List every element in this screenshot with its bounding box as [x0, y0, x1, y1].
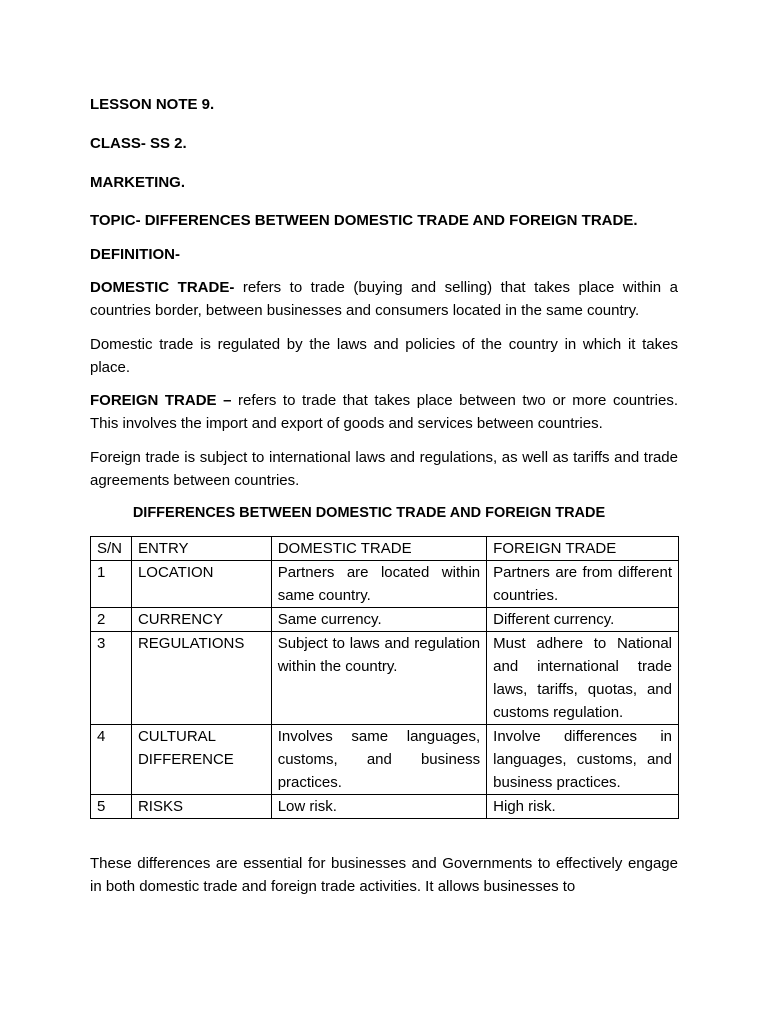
closing-paragraph: These differences are essential for businesses and Governments to effectively engage in both domestic trade and foreign trade activities. It allows businesses to: [90, 855, 678, 895]
row-entry: CURRENCY: [131, 608, 271, 632]
row-sn: 5: [91, 795, 132, 819]
differences-table: [90, 536, 679, 819]
table-title: DIFFERENCES BETWEEN DOMESTIC TRADE AND FOREIGN TRADE: [132, 505, 606, 521]
row-foreign: Involve differences in languages, customs, and business practices.: [487, 725, 679, 795]
row-entry: RISKS: [131, 795, 271, 819]
header-sn: S/N: [91, 537, 132, 561]
row-entry: LOCATION: [131, 561, 271, 608]
header-entry: ENTRY: [131, 537, 271, 561]
table-header-row: [91, 537, 679, 561]
row-foreign: Partners are from different countries.: [487, 561, 679, 608]
header-domestic-trade: DOMESTIC TRADE: [271, 537, 486, 561]
row-domestic: Partners are located within same country.: [271, 561, 486, 608]
table-row: [91, 561, 679, 608]
row-foreign: High risk.: [487, 795, 679, 819]
row-domestic: Subject to laws and regulation within the country.: [271, 632, 486, 725]
class-level: CLASS- SS 2.: [90, 135, 187, 152]
domestic-trade-text: refers to trade (buying and selling) that takes place within a countries border, between businesses and consumers located in the same country.: [90, 279, 678, 319]
table-row: [91, 608, 679, 632]
subject-heading: MARKETING.: [90, 174, 185, 191]
domestic-trade-regulation: Domestic trade is regulated by the laws and policies of the country in which it takes place.: [90, 336, 678, 376]
definition-heading: DEFINITION-: [90, 246, 180, 263]
domestic-trade-term: DOMESTIC TRADE-: [90, 279, 235, 296]
row-domestic: Low risk.: [271, 795, 486, 819]
row-sn: 2: [91, 608, 132, 632]
row-sn: 3: [91, 632, 132, 725]
row-foreign: Different currency.: [487, 608, 679, 632]
row-domestic: Involves same languages, customs, and business practices.: [271, 725, 486, 795]
row-foreign: Must adhere to National and international trade laws, tariffs, quotas, and customs regulation.: [487, 632, 679, 725]
foreign-trade-regulation: Foreign trade is subject to international laws and regulations, as well as tariffs and trade agreements between countries.: [90, 449, 678, 489]
row-sn: 4: [91, 725, 132, 795]
domestic-trade-definition: [90, 276, 678, 322]
row-entry: REGULATIONS: [131, 632, 271, 725]
foreign-trade-term: FOREIGN TRADE –: [90, 392, 232, 409]
table-row: [91, 795, 679, 819]
row-sn: 1: [91, 561, 132, 608]
lesson-number: LESSON NOTE 9.: [90, 96, 215, 113]
topic-heading: TOPIC- DIFFERENCES BETWEEN DOMESTIC TRADE AND FOREIGN TRADE.: [90, 212, 638, 229]
row-domestic: Same currency.: [271, 608, 486, 632]
row-entry: CULTURAL DIFFERENCE: [131, 725, 271, 795]
table-row: [91, 725, 679, 795]
foreign-trade-text: refers to trade that takes place between two or more countries. This involves the import and export of goods and services between countries.: [90, 392, 678, 432]
header-foreign-trade: FOREIGN TRADE: [487, 537, 679, 561]
foreign-trade-definition: [90, 389, 678, 435]
table-row: [91, 632, 679, 725]
